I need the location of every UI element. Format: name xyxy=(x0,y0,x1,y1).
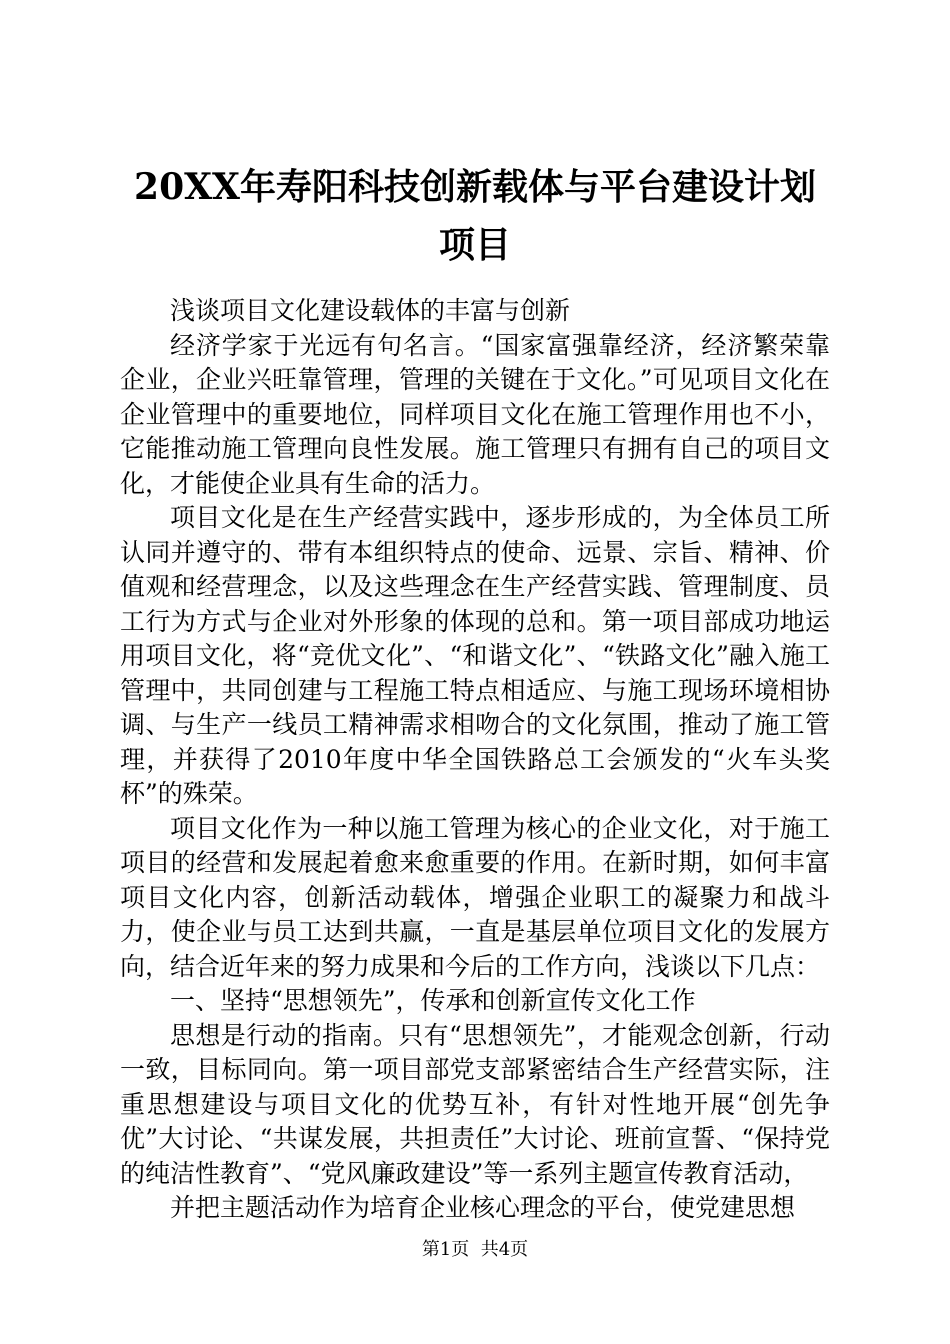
paragraph: 项目文化是在生产经营实践中，逐步形成的，为全体员工所认同并遵守的、带有本组织特点的使命、远景、宗旨、精神、价值观和经营理念，以及这些理念在生产经营实践、管理制度、员工行为方式与企业对外形象的体现的总和。第一项目部成功地运用项目文化，将“竞优文化”、“和谐文化”、“铁路文化”融入施工管理中，共同创建与工程施工特点相适应、与施工现场环境相协调、与生产一线员工精神需求相吻合的文化氛围，推动了施工管理，并获得了2010年度中华全国铁路总工会颁发的“火车头奖杯”的殊荣。 xyxy=(120,503,830,808)
section-heading: 一、坚持“思想领先”，传承和创新宣传文化工作 xyxy=(170,986,696,1015)
document-title: 20XX年寿阳科技创新载体与平台建设计划项目 xyxy=(134,166,816,266)
document-body xyxy=(120,294,830,1226)
paragraph: 项目文化作为一种以施工管理为核心的企业文化，对于施工项目的经营和发展起着愈来愈重要的作用。在新时期，如何丰富项目文化内容，创新活动载体，增强企业职工的凝聚力和战斗力，使企业与员工达到共赢，一直是基层单位项目文化的发展方向，结合近年来的努力成果和今后的工作方向，浅谈以下几点： xyxy=(120,813,830,981)
page-number: 第1页 共4页 xyxy=(421,1239,529,1260)
paragraph: 经济学家于光远有句名言。“国家富强靠经济，经济繁荣靠企业，企业兴旺靠管理，管理的关键在于文化。”可见项目文化在企业管理中的重要地位，同样项目文化在施工管理作用也不小，它能推动施工管理向良性发展。施工管理只有拥有自己的项目文化，才能使企业具有生命的活力。 xyxy=(120,330,830,498)
paragraph: 并把主题活动作为培育企业核心理念的平台，使党建思想 xyxy=(170,1193,796,1222)
paragraph: 思想是行动的指南。只有“思想领先”，才能观念创新，行动一致，目标同向。第一项目部党支部紧密结合生产经营实际，注重思想建设与项目文化的优势互补，有针对性地开展“创先争优”大讨论、“共谋发展，共担责任”大讨论、班前宣誓、“保持党的纯洁性教育”、“党风廉政建设”等一系列主题宣传教育活动， xyxy=(120,1020,830,1188)
paragraph-subtitle: 浅谈项目文化建设载体的丰富与创新 xyxy=(170,296,571,325)
page-footer xyxy=(0,1238,950,1262)
